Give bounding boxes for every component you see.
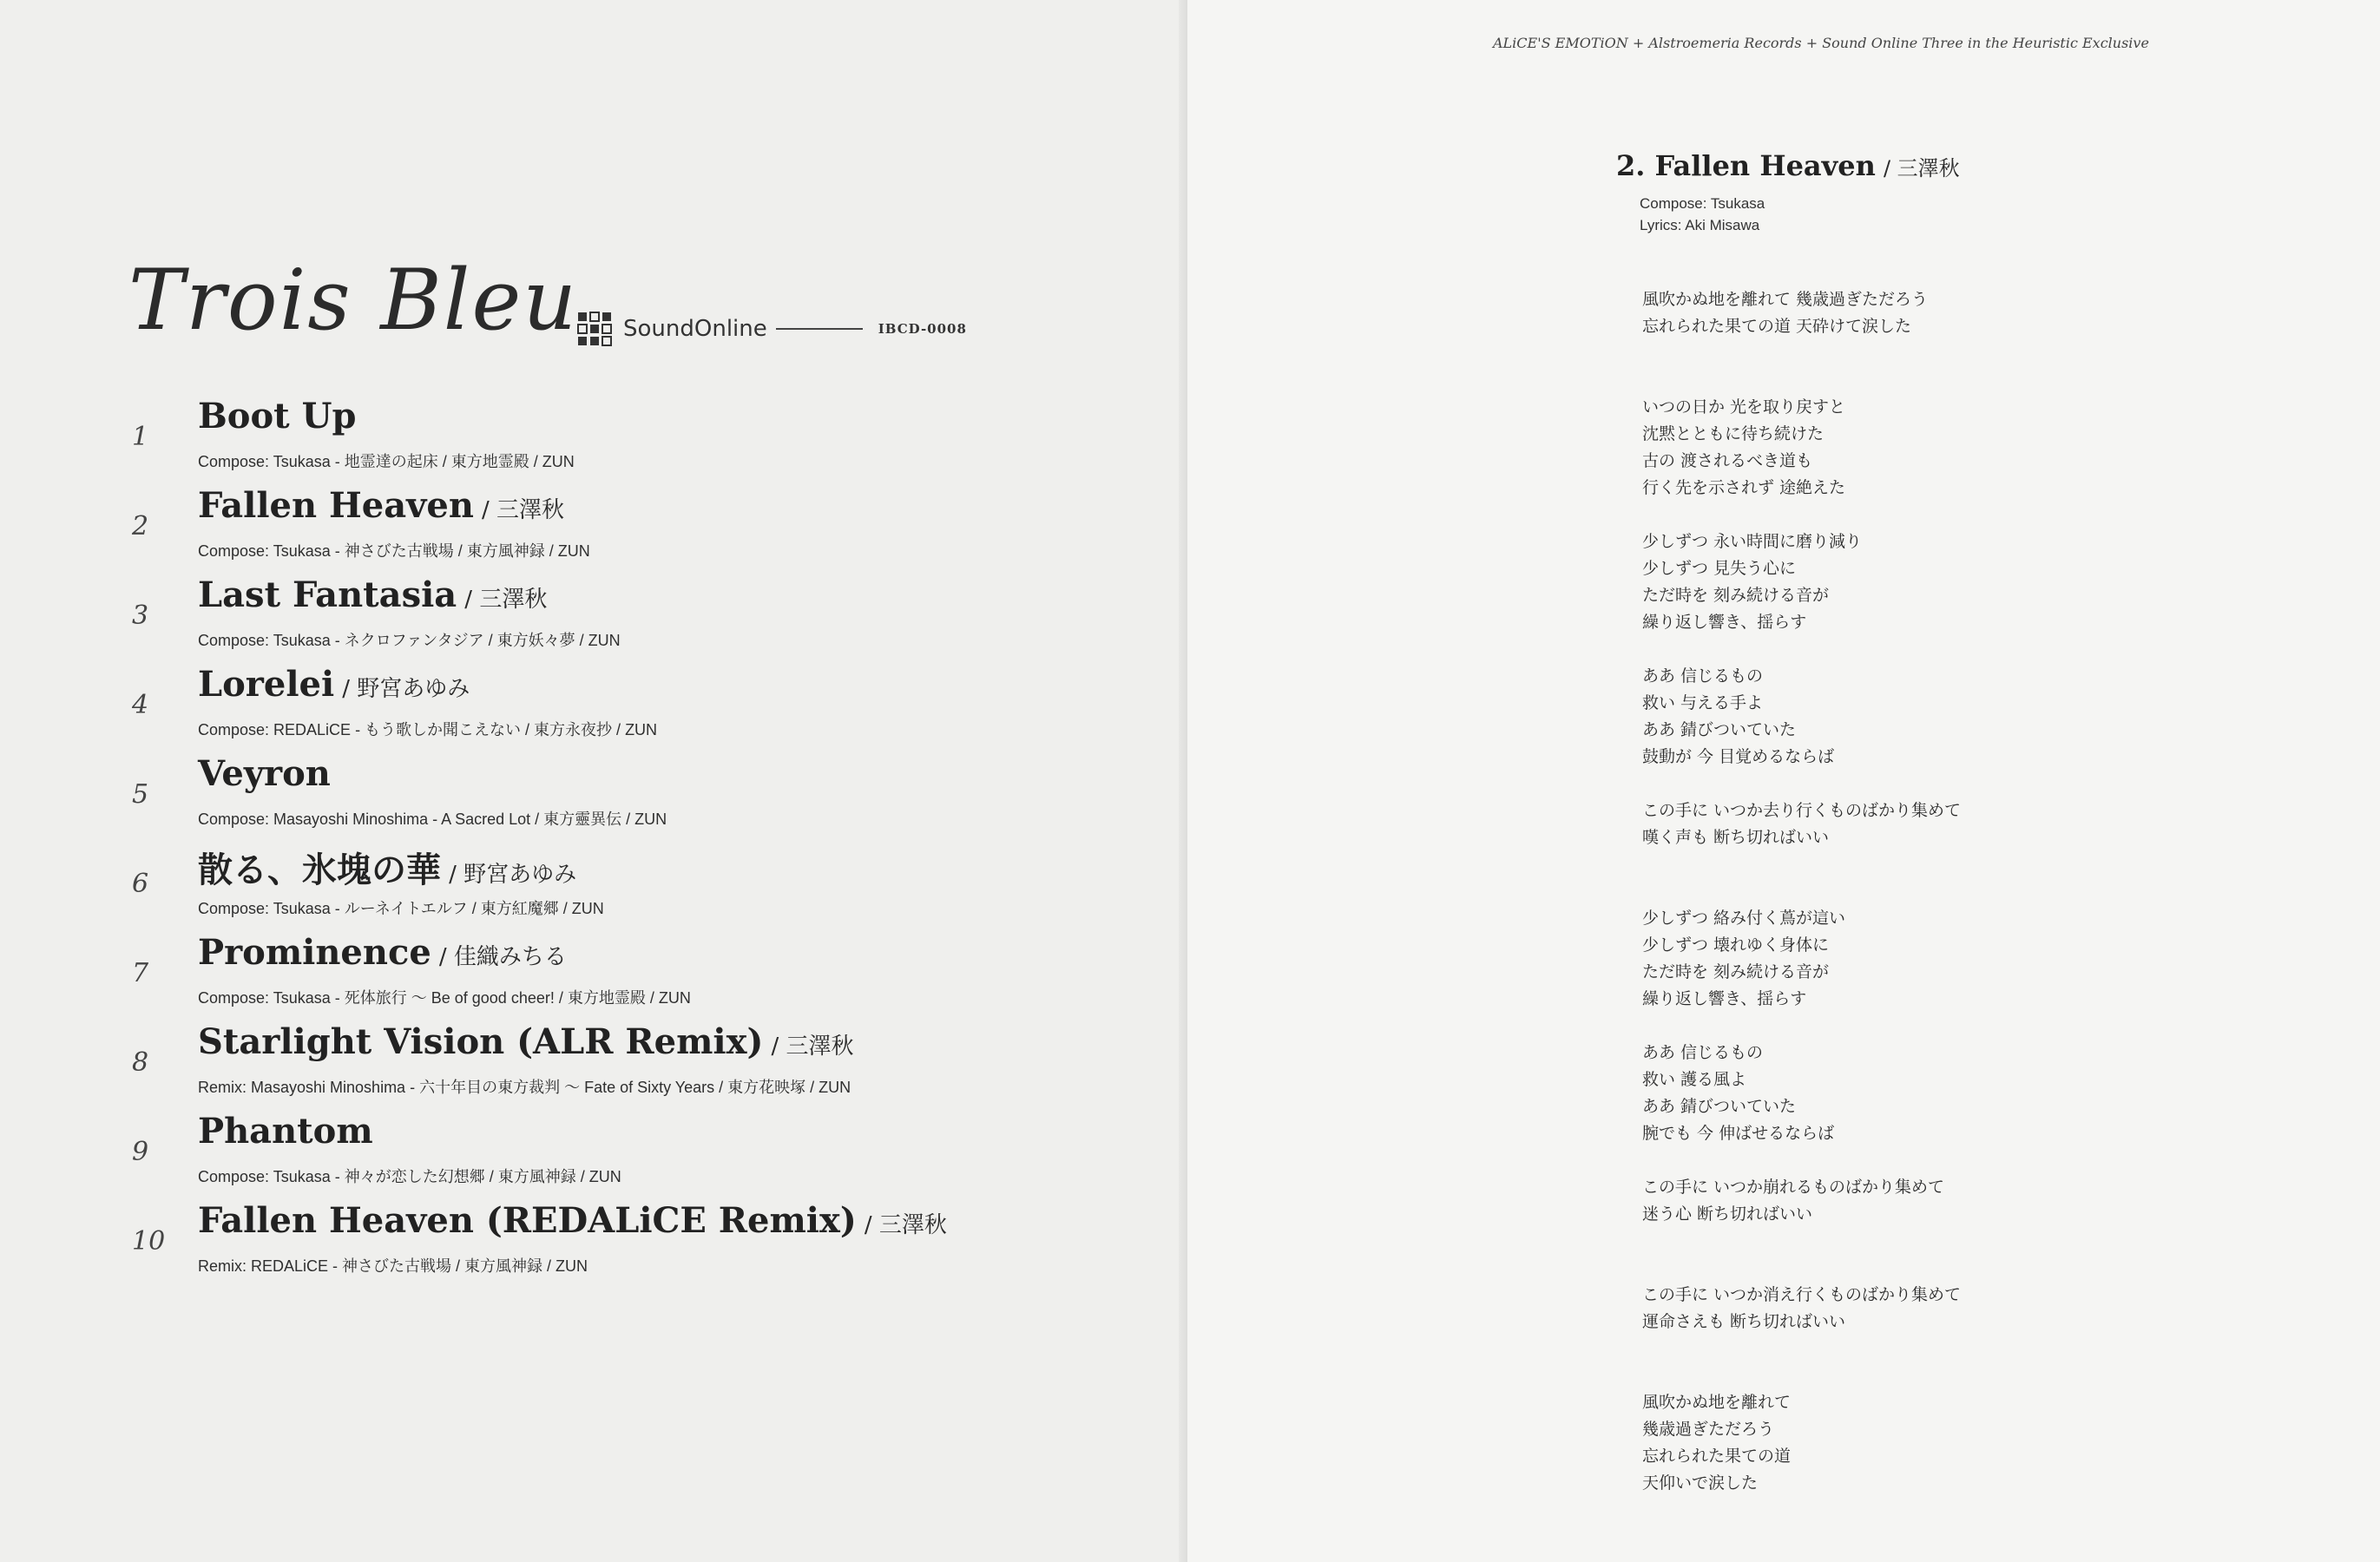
- song-vocalist: / 三澤秋: [1883, 156, 1960, 180]
- lyric-line: 運命さえも 断ち切ればいい: [1642, 1312, 1846, 1331]
- track-row: [0, 485, 1128, 574]
- track-credit: Compose: Tsukasa - ルーネイトエルフ / 東方紅魔郷 / ZUN: [198, 900, 604, 917]
- track-title: 散る、氷塊の華: [198, 850, 441, 890]
- track-row: [0, 1200, 1128, 1290]
- track-title: Phantom: [198, 1111, 373, 1152]
- track-number: 8: [132, 1047, 149, 1078]
- tracklist: [0, 396, 1128, 1290]
- lyrics-credit: Lyrics: Aki Misawa: [1640, 217, 1760, 233]
- track-credit: Compose: Tsukasa - 死体旅行 ～ Be of good cheer! / 東方地霊殿 / ZUN: [198, 989, 691, 1007]
- track-title: Starlight Vision (ALR Remix): [198, 1021, 764, 1062]
- track-number: 3: [132, 601, 149, 631]
- lyric-stanza: [1642, 394, 1961, 502]
- soundonline-logo-icon: [576, 311, 613, 347]
- track-number: 5: [132, 779, 149, 810]
- track-row: [0, 1111, 1128, 1200]
- track-number: 10: [132, 1226, 166, 1257]
- track-vocalist: / 佳織みちる: [438, 944, 567, 970]
- track-row: [0, 664, 1128, 753]
- lyric-line: 風吹かぬ地を離れて: [1642, 1393, 1792, 1412]
- track-credit: Remix: REDALiCE - 神さびた古戦場 / 東方風神録 / ZUN: [198, 1257, 588, 1275]
- track-row: [0, 753, 1128, 843]
- lyric-line: ああ 信じるもの: [1642, 666, 1764, 686]
- track-number: 7: [132, 958, 149, 988]
- catalog-number: IBCD-0008: [878, 321, 967, 337]
- lyric-line: 少しずつ 永い時間に磨り減り: [1642, 532, 1863, 551]
- lyric-line: 忘れられた果ての道 天砕けて涙した: [1642, 317, 1912, 336]
- lyric-stanza: [1642, 286, 1961, 340]
- track-credit: Remix: Masayoshi Minoshima - 六十年目の東方裁判 ～ Fate of Sixty Years / 東方花映塚 / ZUN: [198, 1079, 851, 1096]
- track-credit: Compose: REDALiCE - もう歌しか聞こえない / 東方永夜抄 / ZUN: [198, 721, 658, 738]
- track-row: [0, 396, 1128, 485]
- lyric-line: 少しずつ 絡み付く蔦が這い: [1642, 909, 1846, 928]
- lyric-stanza: [1642, 1174, 1961, 1228]
- song-title: 2. Fallen Heaven: [1616, 149, 1876, 182]
- track-vocalist: / 三澤秋: [482, 497, 565, 523]
- track-number: 4: [132, 690, 149, 720]
- compose-credit: Compose: Tsukasa: [1640, 195, 1765, 212]
- lyric-line: 迷う心 断ち切ればいい: [1642, 1204, 1813, 1224]
- lyric-line: 繰り返し響き、揺らす: [1642, 613, 1807, 632]
- track-vocalist: / 三澤秋: [771, 1034, 854, 1060]
- lyric-line: 忘れられた果ての道: [1642, 1447, 1792, 1466]
- lyric-stanza: [1642, 797, 1961, 851]
- lyric-stanza: [1642, 663, 1961, 771]
- lyric-line: ただ時を 刻み続ける音が: [1642, 962, 1830, 981]
- track-title: Lorelei: [198, 664, 335, 705]
- track-credit: Compose: Masayoshi Minoshima - A Sacred Lot / 東方靈異伝 / ZUN: [198, 811, 667, 828]
- track-row: [0, 843, 1128, 932]
- lyric-stanza: [1642, 1389, 1961, 1497]
- track-vocalist: / 野宮あゆみ: [342, 676, 470, 702]
- lyric-line: 救い 護る風よ: [1642, 1070, 1747, 1089]
- lyric-line: 天仰いで涙した: [1642, 1473, 1759, 1493]
- track-credit: Compose: Tsukasa - ネクロファンタジア / 東方妖々夢 / ZUN: [198, 632, 621, 649]
- track-title: Fallen Heaven: [198, 485, 474, 526]
- track-number: 1: [132, 422, 149, 452]
- lyric-line: ああ 信じるもの: [1642, 1043, 1764, 1062]
- track-number: 6: [132, 869, 149, 899]
- lyric-line: 繰り返し響き、揺らす: [1642, 989, 1807, 1008]
- lyric-line: 幾歳過ぎただろう: [1642, 1420, 1775, 1439]
- track-vocalist: / 三澤秋: [464, 587, 548, 613]
- lyrics-block: [1642, 286, 1961, 1524]
- track-credit: Compose: Tsukasa - 神さびた古戦場 / 東方風神録 / ZUN: [198, 542, 590, 560]
- track-row: [0, 1021, 1128, 1111]
- lyric-stanza: [1642, 905, 1961, 1013]
- lyric-line: 少しずつ 壊れゆく身体に: [1642, 935, 1830, 955]
- song-credits: [1640, 193, 1765, 236]
- lyric-line: 嘆く声も 断ち切ればいい: [1642, 828, 1830, 847]
- label-block: [576, 311, 967, 347]
- track-title: Last Fantasia: [198, 574, 457, 615]
- label-divider: [776, 328, 863, 330]
- track-number: 9: [132, 1137, 149, 1167]
- left-page: [0, 0, 1187, 1562]
- lyric-line: 腕でも 今 伸ばせるならば: [1642, 1124, 1835, 1143]
- track-title: Boot Up: [198, 396, 357, 436]
- lyric-line: 古の 渡されるべき道も: [1642, 451, 1813, 470]
- lyric-line: ああ 錆びついていた: [1642, 720, 1797, 739]
- lyric-line: ただ時を 刻み続ける音が: [1642, 586, 1830, 605]
- track-vocalist: / 三澤秋: [864, 1212, 947, 1238]
- track-title: Prominence: [198, 932, 431, 973]
- lyric-line: 鼓動が 今 目覚めるならば: [1642, 747, 1835, 766]
- track-credit: Compose: Tsukasa - 神々が恋した幻想郷 / 東方風神録 / ZUN: [198, 1168, 621, 1185]
- song-heading: [1616, 149, 1960, 182]
- lyric-stanza: [1642, 1040, 1961, 1147]
- track-credit: Compose: Tsukasa - 地霊達の起床 / 東方地霊殿 / ZUN: [198, 453, 575, 470]
- track-number: 2: [132, 511, 149, 541]
- lyric-line: いつの日か 光を取り戻すと: [1642, 397, 1846, 417]
- label-name: SoundOnline: [623, 316, 767, 342]
- running-header: ALiCE'S EMOTiON + Alstroemeria Records + Sound Online Three in the Heuristic Exclusive: [1493, 35, 2149, 51]
- lyric-line: 風吹かぬ地を離れて 幾歳過ぎただろう: [1642, 290, 1929, 309]
- lyric-line: 少しずつ 見失う心に: [1642, 559, 1797, 578]
- album-title: Trois Bleu: [128, 252, 579, 349]
- lyric-line: ああ 錆びついていた: [1642, 1097, 1797, 1116]
- lyric-line: 救い 与える手よ: [1642, 693, 1764, 712]
- track-row: [0, 574, 1128, 664]
- track-title: Veyron: [198, 753, 331, 794]
- lyric-stanza: [1642, 528, 1961, 636]
- lyric-line: 行く先を示されず 途絶えた: [1642, 478, 1846, 497]
- track-row: [0, 932, 1128, 1021]
- lyric-line: この手に いつか崩れるものばかり集めて: [1642, 1178, 1945, 1197]
- lyric-stanza: [1642, 1282, 1961, 1336]
- lyric-line: この手に いつか去り行くものばかり集めて: [1642, 801, 1962, 820]
- track-title: Fallen Heaven (REDALiCE Remix): [198, 1200, 857, 1241]
- track-vocalist: / 野宮あゆみ: [449, 862, 577, 888]
- lyric-line: この手に いつか消え行くものばかり集めて: [1642, 1285, 1962, 1304]
- lyric-line: 沈黙とともに待ち続けた: [1642, 424, 1824, 443]
